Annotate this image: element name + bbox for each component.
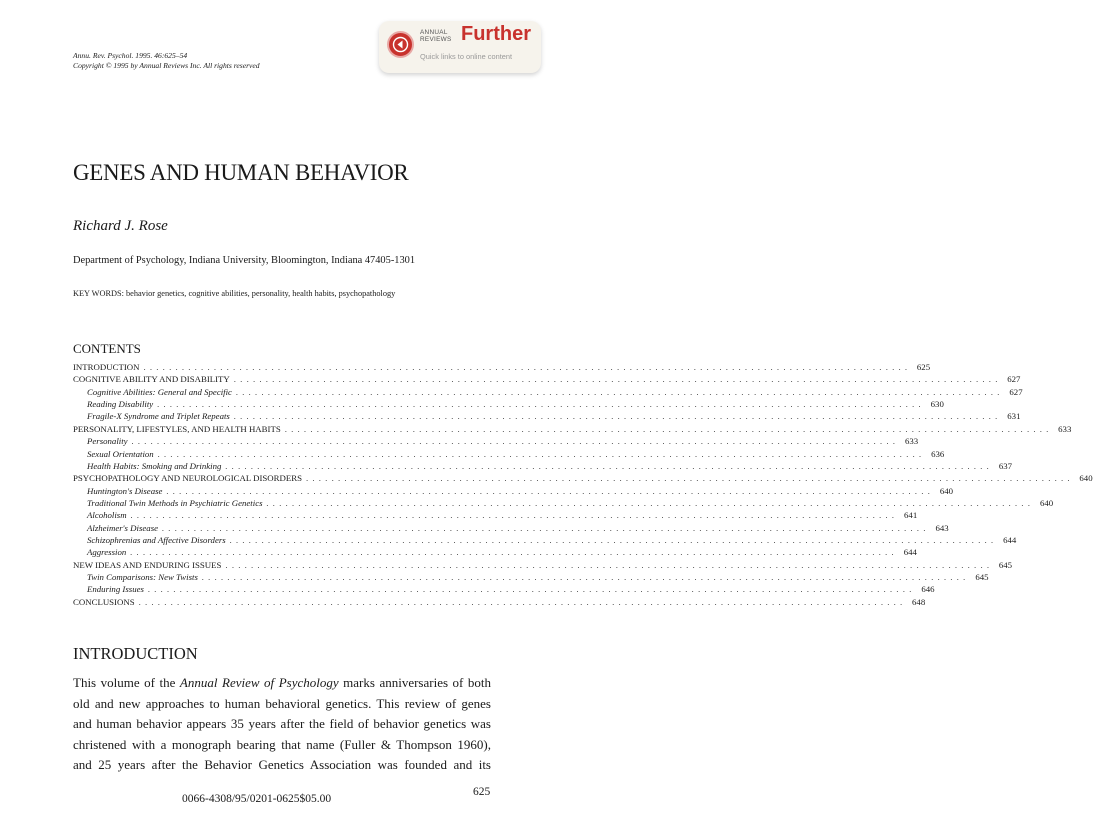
toc-entry-page: 630 (930, 399, 944, 410)
article-title: GENES AND HUMAN BEHAVIOR (73, 160, 409, 185)
toc-entry-label: Huntington's Disease (87, 485, 163, 496)
toc-leader-dots: . . . . . . . . . . . . . . . . . . . . . . . . . . . . . . . . . . . . . . . . . . . . . . . . . . . . . . . . . . . . . . . . . . . . . . . . . . . . . . . . . . . . . . . . . . . . . . . . . . . . . . . . . . . . . . . . . . . . . . . . (130, 510, 896, 521)
toc-leader-dots: . . . . . . . . . . . . . . . . . . . . . . . . . . . . . . . . . . . . . . . . . . . . . . . . . . . . . . . . . . . . . . . . . . . . . . . . . . . . . . . . . . . . . . . . . . . . . . . . . . . . . . . . . . . . . . . . . . . . . . . . (305, 473, 1071, 484)
play-arrow-icon (387, 31, 414, 58)
toc-leader-dots: . . . . . . . . . . . . . . . . . . . . . . . . . . . . . . . . . . . . . . . . . . . . . . . . . . . . . . . . . . . . . . . . . . . . . . . . . . . . . . . . . . . . . . . . . . . . . . . . . . . . . . . . . . . . . . . . . . . . . . . . (229, 535, 995, 546)
toc-entry-label: NEW IDEAS AND ENDURING ISSUES (73, 559, 222, 570)
toc-entry[interactable] (73, 509, 918, 521)
toc-entry-page: 633 (1058, 423, 1072, 434)
toc-leader-dots: . . . . . . . . . . . . . . . . . . . . . . . . . . . . . . . . . . . . . . . . . . . . . . . . . . . . . . . . . . . . . . . . . . . . . . . . . . . . . . . . . . . . . . . . . . . . . . . . . . . . . . . . . . . . . . . . . . . . . . . . (131, 436, 897, 447)
toc-entry-page: 627 (1007, 374, 1021, 385)
contents-heading: CONTENTS (73, 341, 141, 356)
toc-entry[interactable] (73, 386, 1023, 398)
toc-entry-page: 640 (1039, 497, 1054, 508)
page-number: 625 (473, 786, 491, 798)
toc-entry[interactable] (73, 534, 1017, 546)
body-line: and human behavior appears 35 years after the field of behavior genetics was (73, 716, 491, 732)
article-code: 0066-4308/95/0201-0625$05.00 (182, 793, 332, 805)
journal-citation (73, 51, 260, 71)
toc-entry-page: 648 (912, 596, 926, 607)
toc-entry-page: 631 (1007, 411, 1021, 422)
toc-entry-label: INTRODUCTION (73, 362, 140, 372)
toc-entry[interactable] (73, 410, 1021, 422)
toc-entry-label: PERSONALITY, LIFESTYLES, AND HEALTH HABITS (73, 423, 281, 434)
toc-entry[interactable] (73, 460, 1013, 472)
toc-entry-page: 644 (903, 547, 917, 558)
toc-entry-label: COGNITIVE ABILITY AND DISABILITY (73, 374, 230, 385)
quick-links-text: Quick links to online content (420, 52, 513, 61)
annual-reviews-further-badge[interactable] (379, 21, 541, 73)
toc-entry-page: 625 (916, 362, 931, 372)
introduction-heading: INTRODUCTION (73, 644, 198, 663)
toc-leader-dots: . . . . . . . . . . . . . . . . . . . . . . . . . . . . . . . . . . . . . . . . . . . . . . . . . . . . . . . . . . . . . . . . . . . . . . . . . . . . . . . . . . . . . . . . . . . . . . . . . . . . . . . . . . . . . . . . . . . . . . . . (201, 572, 967, 583)
further-wordmark: Further (461, 23, 531, 45)
toc-entry[interactable] (73, 522, 949, 534)
toc-entry-label: Alzheimer's Disease (87, 522, 159, 533)
citation-line-1: Annu. Rev. Psychol. 1995. 46:625–54 (73, 51, 188, 60)
toc-entry-label: Twin Comparisons: New Twists (87, 572, 198, 583)
journal-name: Annual Review of Psychology (179, 675, 339, 690)
toc-entry[interactable] (73, 596, 926, 608)
toc-leader-dots: . . . . . . . . . . . . . . . . . . . . . . . . . . . . . . . . . . . . . . . . . . . . . . . . . . . . . . . . . . . . . . . . . . . . . . . . . . . . . . . . . . . . . . . . . . . . . . . . . . . . . . . . . . . . . . . . . . . . . . . . (233, 374, 999, 385)
toc-leader-dots: . . . . . . . . . . . . . . . . . . . . . . . . . . . . . . . . . . . . . . . . . . . . . . . . . . . . . . . . . . . . . . . . . . . . . . . . . . . . . . . . . . . . . . . . . . . . . . . . . . . . . . . . . . . . . . . . . . . . . . . . (266, 497, 1032, 508)
toc-entry[interactable] (73, 546, 917, 558)
toc-entry[interactable] (73, 559, 1013, 571)
toc-entry[interactable] (73, 485, 954, 497)
toc-entry[interactable] (73, 361, 931, 373)
toc-entry-label: Sexual Orientation (87, 448, 154, 459)
body-line: This volume of the Annual Review of Psychology marks anniversaries of both (73, 675, 492, 690)
toc-entry-label: Traditional Twin Methods in Psychiatric Genetics (87, 497, 263, 508)
toc-entry-label: Alcoholism (87, 510, 127, 521)
toc-entry-page: 646 (921, 584, 935, 595)
toc-entry-page: 641 (904, 510, 918, 521)
toc-entry[interactable] (73, 435, 919, 447)
toc-leader-dots: . . . . . . . . . . . . . . . . . . . . . . . . . . . . . . . . . . . . . . . . . . . . . . . . . . . . . . . . . . . . . . . . . . . . . . . . . . . . . . . . . . . . . . . . . . . . . . . . . . . . . . . . . . . . . . . . . . . . . . . . (225, 460, 991, 471)
toc-leader-dots: . . . . . . . . . . . . . . . . . . . . . . . . . . . . . . . . . . . . . . . . . . . . . . . . . . . . . . . . . . . . . . . . . . . . . . . . . . . . . . . . . . . . . . . . . . . . . . . . . . . . . . . . . . . . . . . . . . . . . . . . (138, 596, 904, 607)
toc-entry[interactable] (73, 571, 989, 583)
toc-entry[interactable] (73, 398, 944, 410)
body-line: and 25 years after the Behavior Genetics Association was founded and its (73, 757, 491, 773)
toc-entry[interactable] (73, 373, 1021, 385)
author-affiliation: Department of Psychology, Indiana University, Bloomington, Indiana 47405-1301 (73, 255, 416, 266)
toc-entry-page: 637 (998, 460, 1013, 471)
toc-entry-page: 645 (975, 572, 989, 583)
toc-entry-label: Personality (87, 436, 128, 447)
toc-entry[interactable] (73, 583, 935, 595)
toc-leader-dots: . . . . . . . . . . . . . . . . . . . . . . . . . . . . . . . . . . . . . . . . . . . . . . . . . . . . . . . . . . . . . . . . . . . . . . . . . . . . . . . . . . . . . . . . . . . . . . . . . . . . . . . . . . . . . . . . . . . . . . . . (157, 448, 923, 459)
body-line: christened with a monograph bearing that name (Fuller & Thompson 1960), (73, 736, 491, 752)
toc-entry-page: 644 (1003, 535, 1017, 546)
toc-entry-label: Health Habits: Smoking and Drinking (87, 460, 222, 471)
key-words: KEY WORDS: behavior genetics, cognitive abilities, personality, health habits, psychopathology (73, 289, 396, 298)
introduction-body (73, 673, 491, 776)
toc-entry-label: PSYCHOPATHOLOGY AND NEUROLOGICAL DISORDERS (73, 473, 302, 484)
toc-leader-dots: . . . . . . . . . . . . . . . . . . . . . . . . . . . . . . . . . . . . . . . . . . . . . . . . . . . . . . . . . . . . . . . . . . . . . . . . . . . . . . . . . . . . . . . . . . . . . . . . . . . . . . . . . . . . . . . . . . . . . . . . (225, 559, 991, 570)
citation-line-2: Copyright © 1995 by Annual Reviews Inc. All rights reserved (73, 61, 260, 70)
toc-leader-dots: . . . . . . . . . . . . . . . . . . . . . . . . . . . . . . . . . . . . . . . . . . . . . . . . . . . . . . . . . . . . . . . . . . . . . . . . . . . . . . . . . . . . . . . . . . . . . . . . . . . . . . . . . . . . . . . . . . . . . . . . (235, 386, 1001, 397)
body-line: old and new approaches to human behavioral genetics. This review of genes (73, 695, 491, 711)
toc-entry-page: 627 (1009, 386, 1023, 397)
toc-leader-dots: . . . . . . . . . . . . . . . . . . . . . . . . . . . . . . . . . . . . . . . . . . . . . . . . . . . . . . . . . . . . . . . . . . . . . . . . . . . . . . . . . . . . . . . . . . . . . . . . . . . . . . . . . . . . . . . . . . . . . . . . (233, 411, 999, 422)
toc-entry-label: Aggression (87, 547, 127, 558)
toc-entry-page: 640 (939, 485, 954, 496)
toc-entry-page: 636 (931, 448, 945, 459)
toc-leader-dots: . . . . . . . . . . . . . . . . . . . . . . . . . . . . . . . . . . . . . . . . . . . . . . . . . . . . . . . . . . . . . . . . . . . . . . . . . . . . . . . . . . . . . . . . . . . . . . . . . . . . . . . . . . . . . . . . . . . . . . . . (143, 362, 909, 372)
toc-leader-dots: . . . . . . . . . . . . . . . . . . . . . . . . . . . . . . . . . . . . . . . . . . . . . . . . . . . . . . . . . . . . . . . . . . . . . . . . . . . . . . . . . . . . . . . . . . . . . . . . . . . . . . . . . . . . . . . . . . . . . . . . (284, 423, 1050, 434)
toc-entry-label: Schizophrenias and Affective Disorders (87, 535, 226, 546)
toc-leader-dots: . . . . . . . . . . . . . . . . . . . . . . . . . . . . . . . . . . . . . . . . . . . . . . . . . . . . . . . . . . . . . . . . . . . . . . . . . . . . . . . . . . . . . . . . . . . . . . . . . . . . . . . . . . . . . . . . . . . . . . . . (162, 522, 927, 533)
toc-entry-page: 645 (998, 559, 1013, 570)
toc-entry-label: Fragile-X Syndrome and Triplet Repeats (87, 411, 230, 422)
toc-entry[interactable] (73, 423, 1072, 435)
toc-entry-page: 643 (935, 522, 949, 533)
toc-entry-label: Reading Disability (87, 399, 154, 410)
toc-entry[interactable] (73, 448, 945, 460)
table-of-contents (73, 361, 1093, 608)
toc-entry-label: Cognitive Abilities: General and Specific (87, 386, 232, 397)
toc-leader-dots: . . . . . . . . . . . . . . . . . . . . . . . . . . . . . . . . . . . . . . . . . . . . . . . . . . . . . . . . . . . . . . . . . . . . . . . . . . . . . . . . . . . . . . . . . . . . . . . . . . . . . . . . . . . . . . . . . . . . . . . . (130, 547, 895, 558)
toc-entry-page: 633 (904, 436, 919, 447)
toc-leader-dots: . . . . . . . . . . . . . . . . . . . . . . . . . . . . . . . . . . . . . . . . . . . . . . . . . . . . . . . . . . . . . . . . . . . . . . . . . . . . . . . . . . . . . . . . . . . . . . . . . . . . . . . . . . . . . . . . . . . . . . . . (166, 485, 932, 496)
toc-entry-label: CONCLUSIONS (73, 596, 135, 607)
toc-leader-dots: . . . . . . . . . . . . . . . . . . . . . . . . . . . . . . . . . . . . . . . . . . . . . . . . . . . . . . . . . . . . . . . . . . . . . . . . . . . . . . . . . . . . . . . . . . . . . . . . . . . . . . . . . . . . . . . . . . . . . . . . (147, 584, 913, 595)
annual-reviews-wordmark: ANNUAL REVIEWS (420, 29, 452, 43)
toc-entry[interactable] (73, 497, 1054, 509)
toc-entry-label: Enduring Issues (87, 584, 144, 595)
toc-leader-dots: . . . . . . . . . . . . . . . . . . . . . . . . . . . . . . . . . . . . . . . . . . . . . . . . . . . . . . . . . . . . . . . . . . . . . . . . . . . . . . . . . . . . . . . . . . . . . . . . . . . . . . . . . . . . . . . . . . . . . . . . (157, 399, 922, 410)
article-author: Richard J. Rose (73, 218, 168, 234)
toc-entry-page: 640 (1079, 473, 1093, 484)
toc-entry[interactable] (73, 472, 1093, 484)
